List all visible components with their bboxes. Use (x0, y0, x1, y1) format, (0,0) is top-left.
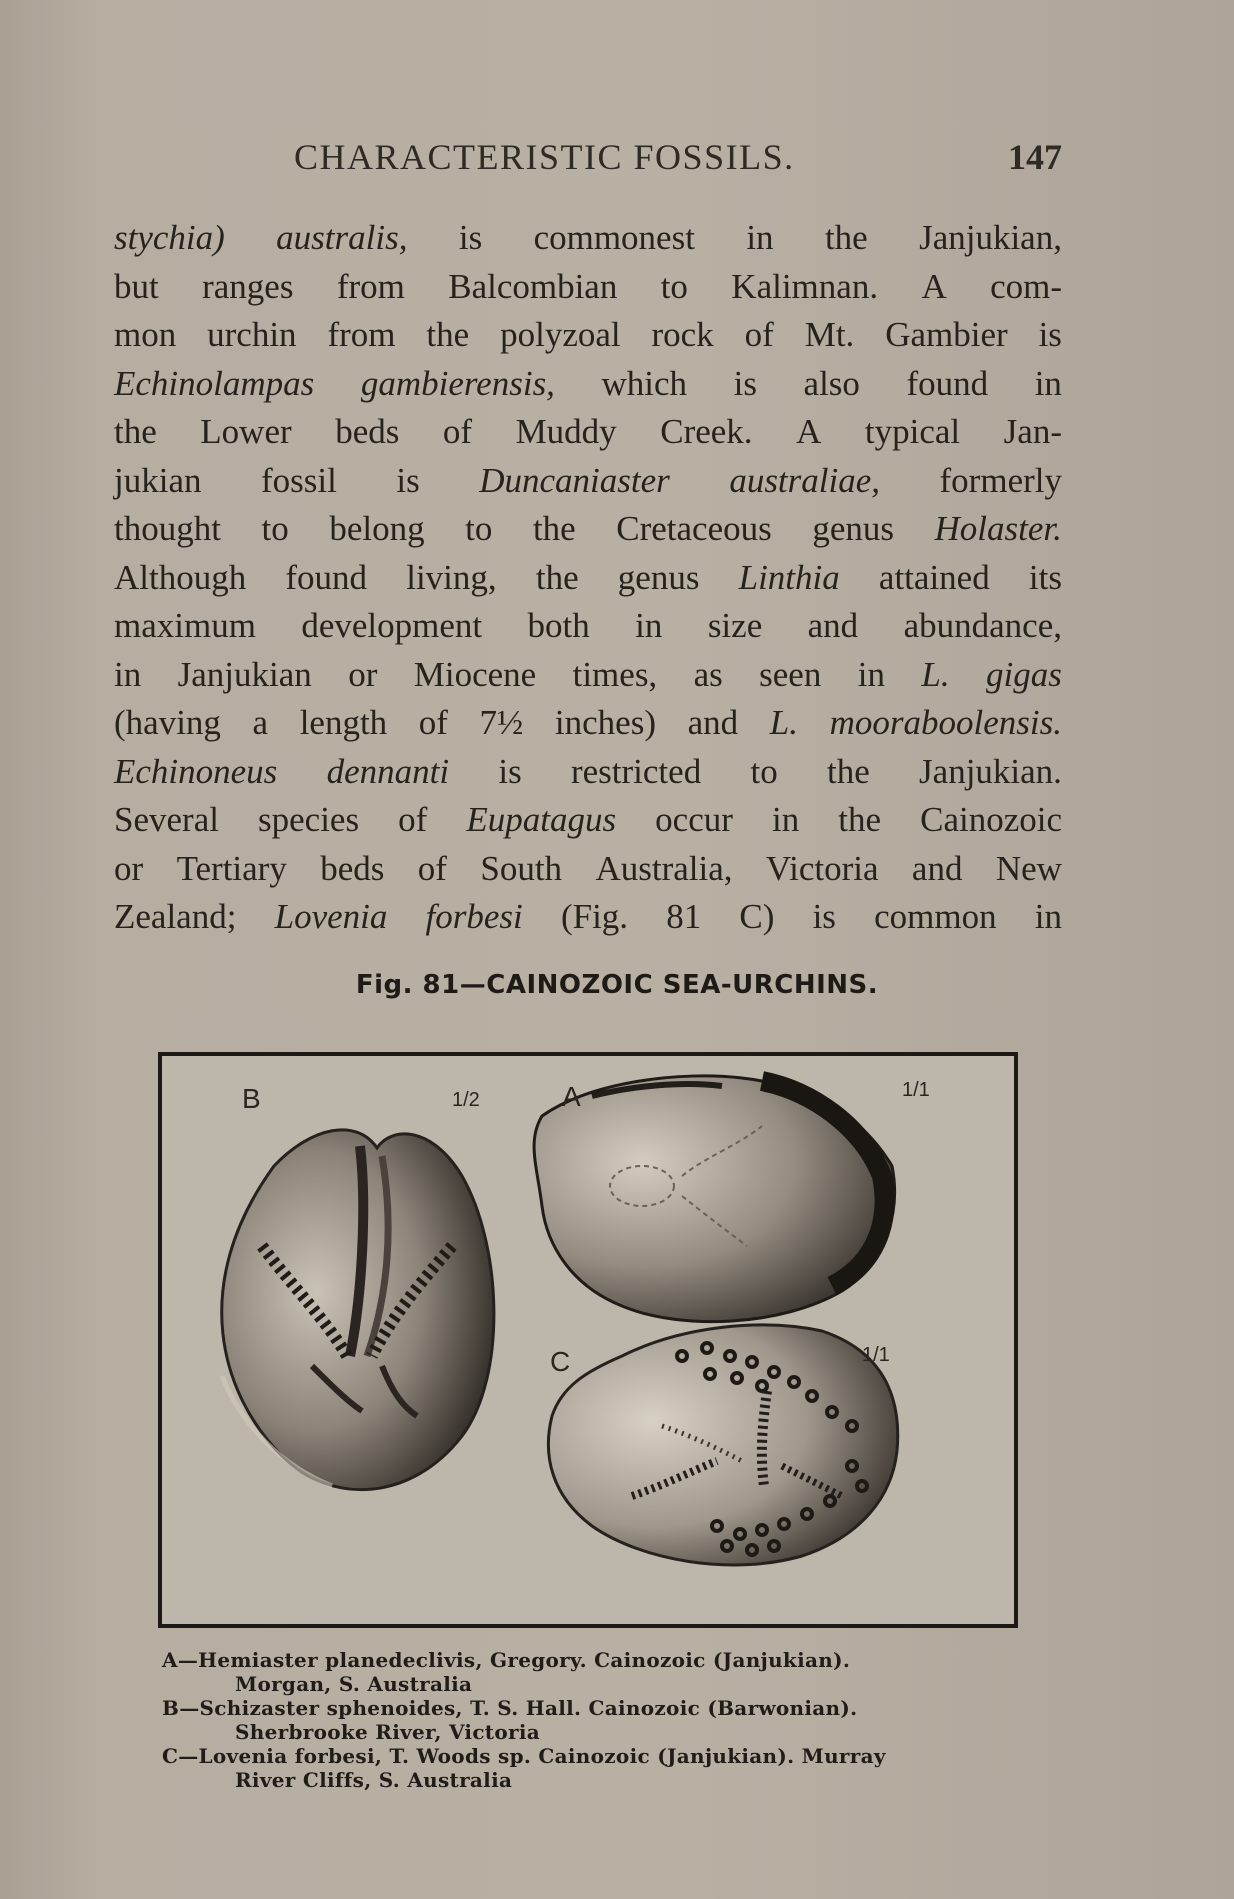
text-line (114, 457, 1062, 506)
word: urchin (207, 315, 297, 354)
word: is (498, 751, 522, 791)
scale-a: 1/1 (902, 1079, 930, 1101)
word: South (480, 848, 563, 888)
figure-plate (158, 1052, 1018, 1628)
text-line (114, 263, 1062, 312)
word: found (285, 557, 368, 597)
word: Balcombian (448, 266, 618, 306)
word: size (707, 606, 763, 645)
word: mon (114, 315, 177, 354)
word: gigas (986, 654, 1062, 694)
word: is (812, 897, 836, 936)
word: in (746, 218, 774, 257)
word: living, (406, 557, 497, 597)
word: the (535, 557, 579, 597)
word: of (398, 800, 428, 839)
word: Duncaniaster (479, 460, 670, 500)
word: the (114, 412, 157, 451)
word: of (417, 848, 447, 888)
word: 81 (666, 897, 702, 936)
figure-caption: Fig. 81—CAINOZOIC SEA-URCHINS. (355, 970, 879, 1000)
word: of (418, 703, 448, 742)
word: times, (572, 654, 658, 694)
word: restricted (570, 751, 702, 791)
word: or (114, 848, 144, 888)
page-number: 147 (1008, 137, 1062, 177)
text-line (114, 554, 1062, 603)
word: and (911, 848, 963, 888)
word: both (527, 606, 590, 645)
word: formerly (939, 460, 1062, 500)
legend-item-c (162, 1744, 1062, 1792)
word: the (824, 218, 868, 257)
word: beds (320, 848, 385, 888)
word: Echinoneus (114, 751, 278, 791)
word: and (807, 606, 859, 645)
word: Tertiary (176, 848, 287, 888)
body-text (114, 214, 1062, 942)
word: of (744, 315, 774, 354)
word: Muddy (515, 412, 617, 451)
text-line (114, 748, 1062, 797)
legend-a-line2: Morgan, S. Australia (235, 1672, 473, 1696)
word: genus (617, 557, 700, 597)
legend-b-line2: Sherbrooke River, Victoria (235, 1720, 540, 1744)
figure-legend (162, 1648, 1062, 1792)
word: to (465, 509, 493, 548)
word: but (114, 266, 159, 306)
label-b: B (242, 1083, 261, 1114)
word: the (426, 315, 470, 354)
word: Although (114, 557, 247, 597)
word: in (1034, 897, 1062, 936)
word: A (921, 266, 947, 306)
specimen-b (222, 1130, 494, 1490)
word: Mt. (804, 315, 855, 354)
word: ranges (202, 266, 294, 306)
word: thought (114, 509, 221, 548)
word: A (796, 412, 822, 451)
word: from (336, 266, 405, 306)
word: to (660, 266, 688, 306)
legend-c-line1: C—Lovenia forbesi, T. Woods sp. Cainozoic (Janjukian). Murray (162, 1744, 886, 1768)
word: gambierensis, (360, 363, 555, 403)
word: forbesi (425, 897, 523, 936)
word: Eupatagus (466, 800, 617, 839)
word: is (733, 363, 757, 403)
text-line (114, 408, 1062, 457)
text-line (114, 893, 1062, 942)
word: Jan- (1003, 412, 1062, 451)
word: Janjukian. (919, 751, 1062, 791)
word: L. (769, 703, 798, 742)
word: inches) (554, 703, 656, 742)
word: in (114, 654, 142, 694)
legend-item-a (162, 1648, 1062, 1696)
word: in (1034, 363, 1062, 403)
word: rock (651, 315, 714, 354)
word: of (442, 412, 473, 451)
text-line (114, 602, 1062, 651)
word: Several (114, 800, 219, 839)
word: australiae, (729, 460, 881, 500)
word: Linthia (738, 557, 840, 597)
word: Gambier (885, 315, 1008, 354)
word: occur (655, 800, 733, 839)
running-title: CHARACTERISTIC FOSSILS. (294, 137, 795, 177)
word: polyzoal (500, 315, 621, 354)
text-line (114, 505, 1062, 554)
scale-c: 1/1 (862, 1344, 890, 1366)
word: C) (739, 897, 775, 936)
sea-urchins-illustration (162, 1056, 1014, 1624)
word: is (458, 218, 483, 257)
word: australis, (276, 218, 408, 257)
word: a (252, 703, 269, 742)
word: dennanti (326, 751, 450, 791)
word: is (1038, 315, 1062, 354)
text-line (114, 360, 1062, 409)
word: Zealand; (114, 897, 237, 936)
scale-b: 1/2 (452, 1089, 480, 1111)
word: common (874, 897, 997, 936)
word: is (396, 460, 420, 500)
word: Australia, (595, 848, 733, 888)
word: in (857, 654, 885, 694)
text-line (114, 699, 1062, 748)
word: in (771, 800, 800, 839)
word: Miocene (413, 654, 537, 694)
word: attained (878, 557, 990, 597)
running-head (112, 136, 1062, 182)
word: jukian (114, 460, 202, 500)
word: the (532, 509, 576, 548)
word: seen (759, 654, 822, 694)
word: typical (864, 412, 961, 451)
word: commonest (533, 218, 695, 257)
word: (Fig. (560, 897, 629, 936)
word: Echinolampas (114, 363, 315, 403)
word: Creek. (660, 412, 753, 451)
word: the (827, 751, 870, 791)
word: as (693, 654, 723, 694)
word: (having (114, 703, 221, 742)
text-line (114, 651, 1062, 700)
legend-b-line1: B—Schizaster sphenoides, T. S. Hall. Cainozoic (Barwonian). (162, 1696, 858, 1720)
text-line (114, 796, 1062, 845)
text-line (114, 214, 1062, 263)
word: Holaster. (934, 509, 1062, 548)
word: or (348, 654, 378, 694)
word: in (635, 606, 663, 645)
word: Janjukian, (919, 218, 1062, 257)
word: L. (921, 654, 950, 694)
word: Lower (200, 412, 292, 451)
word: com- (990, 266, 1062, 306)
word: beds (335, 412, 400, 451)
word: belong (329, 509, 425, 548)
word: New (995, 848, 1062, 888)
word: also (803, 363, 860, 403)
word: maximum (114, 606, 256, 645)
word: species (258, 800, 360, 839)
word: 7½ (479, 703, 524, 742)
word: fossil (261, 460, 337, 500)
word: stychia) (114, 218, 225, 257)
specimen-a (534, 1076, 894, 1322)
word: Victoria (765, 848, 879, 888)
text-line (114, 845, 1062, 894)
word: found (906, 363, 989, 403)
word: to (750, 751, 778, 791)
legend-c-line2: River Cliffs, S. Australia (235, 1768, 513, 1792)
legend-a-line1: A—Hemiaster planedeclivis, Gregory. Cainozoic (Janjukian). (162, 1648, 851, 1672)
word: Janjukian (177, 654, 312, 694)
word: the (838, 800, 882, 839)
label-c: C (550, 1346, 571, 1377)
text-line (114, 311, 1062, 360)
word: development (301, 606, 483, 645)
word: Kalimnan. (731, 266, 879, 306)
word: to (261, 509, 289, 548)
word: Lovenia (274, 897, 388, 936)
word: abundance, (903, 606, 1062, 645)
word: Cainozoic (920, 800, 1062, 839)
word: its (1028, 557, 1062, 597)
word: mooraboolensis. (829, 703, 1062, 742)
word: Cretaceous (616, 509, 772, 548)
legend-item-b (162, 1696, 1062, 1744)
label-a: A (562, 1081, 581, 1112)
word: which (601, 363, 688, 403)
word: genus (812, 509, 894, 548)
word: length (299, 703, 388, 742)
word: from (327, 315, 396, 354)
word: and (687, 703, 739, 742)
